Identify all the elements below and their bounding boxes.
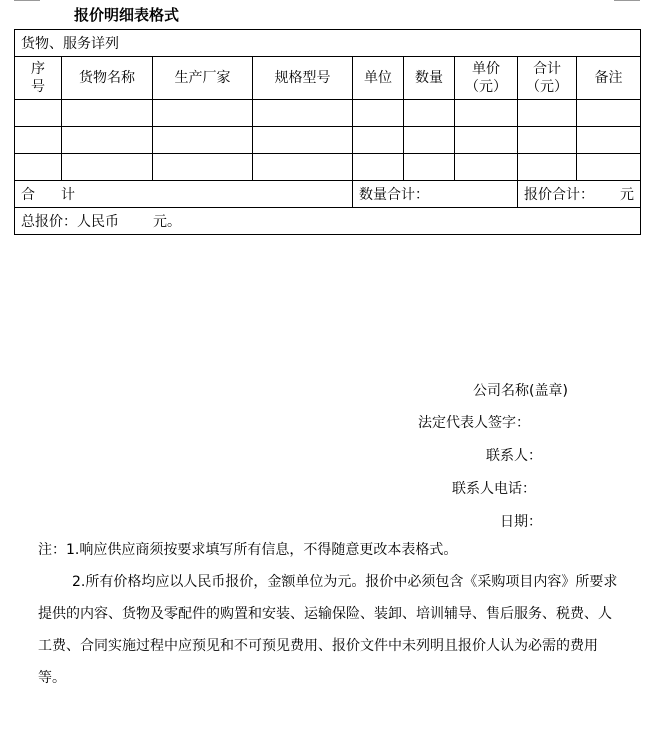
sum-label: 合 计 [15, 181, 353, 208]
table-cell[interactable] [153, 127, 253, 154]
table-row [15, 154, 641, 181]
quantity-total[interactable]: 数量合计： [353, 181, 518, 208]
contact-person: 联系人： [486, 448, 542, 464]
table-cell[interactable] [15, 127, 62, 154]
table-cell[interactable] [253, 127, 353, 154]
table-cell[interactable] [15, 154, 62, 181]
page-title: 报价明细表格式 [74, 6, 180, 24]
table-cell[interactable] [153, 100, 253, 127]
table-cell[interactable] [153, 154, 253, 181]
table-cell[interactable] [518, 100, 577, 127]
table-cell[interactable] [518, 154, 577, 181]
header-seq: 序 号 [15, 57, 62, 100]
header-manufacturer: 生产厂家 [153, 57, 253, 100]
quote-table [14, 29, 641, 235]
table-cell[interactable] [353, 154, 404, 181]
note-1: 注：1.响应供应商须按要求填写所有信息，不得随意更改本表格式。 [38, 542, 458, 558]
table-cell[interactable] [455, 127, 518, 154]
company-name-seal: 公司名称(盖章) [473, 383, 568, 399]
contact-phone: 联系人电话： [452, 481, 536, 497]
grand-total-row [15, 208, 641, 235]
grand-total[interactable]: 总报价：人民币 元。 [15, 208, 641, 235]
header-quantity: 数量 [404, 57, 455, 100]
quote-total[interactable]: 报价合计： 元 [518, 181, 641, 208]
section-row [15, 30, 641, 57]
table-cell[interactable] [62, 154, 153, 181]
header-row [15, 57, 641, 100]
table-row [15, 100, 641, 127]
sum-row [15, 181, 641, 208]
section-label: 货物、服务详列 [15, 30, 641, 57]
table-cell[interactable] [577, 154, 641, 181]
notes [38, 534, 618, 694]
table-cell[interactable] [404, 154, 455, 181]
table-row [15, 127, 641, 154]
table-cell[interactable] [455, 154, 518, 181]
table-cell[interactable] [62, 127, 153, 154]
header-unit: 单位 [353, 57, 404, 100]
header-subtotal: 合计 （元） [518, 57, 577, 100]
table-cell[interactable] [353, 100, 404, 127]
quote-total-unit: 元 [620, 187, 635, 203]
table-cell[interactable] [62, 100, 153, 127]
header-goods-name: 货物名称 [62, 57, 153, 100]
table-cell[interactable] [577, 100, 641, 127]
table-cell[interactable] [253, 100, 353, 127]
table-cell[interactable] [455, 100, 518, 127]
legal-rep-signature: 法定代表人签字： [418, 415, 530, 431]
header-unit-price: 单价 （元） [455, 57, 518, 100]
header-spec-model: 规格型号 [253, 57, 353, 100]
note-2: 2.所有价格均应以人民币报价，金额单位为元。报价中必须包含《采购项目内容》所要求提供的内容、货物及零配件的购置和安装、运输保险、装卸、培训辅导、售后服务、税费、人工费、合同实施过程中应预见和不可预见费用、报价文件中未列明且报价人认为必需的费用等。 [38, 574, 618, 686]
table-cell[interactable] [353, 127, 404, 154]
table-cell[interactable] [253, 154, 353, 181]
table-cell[interactable] [15, 100, 62, 127]
page-corner-mark-left [14, 0, 40, 1]
date-field: 日期： [500, 514, 542, 530]
table-cell[interactable] [404, 127, 455, 154]
header-remark: 备注 [577, 57, 641, 100]
table-cell[interactable] [518, 127, 577, 154]
page-corner-mark-right [614, 0, 640, 1]
table-cell[interactable] [577, 127, 641, 154]
table-cell[interactable] [404, 100, 455, 127]
